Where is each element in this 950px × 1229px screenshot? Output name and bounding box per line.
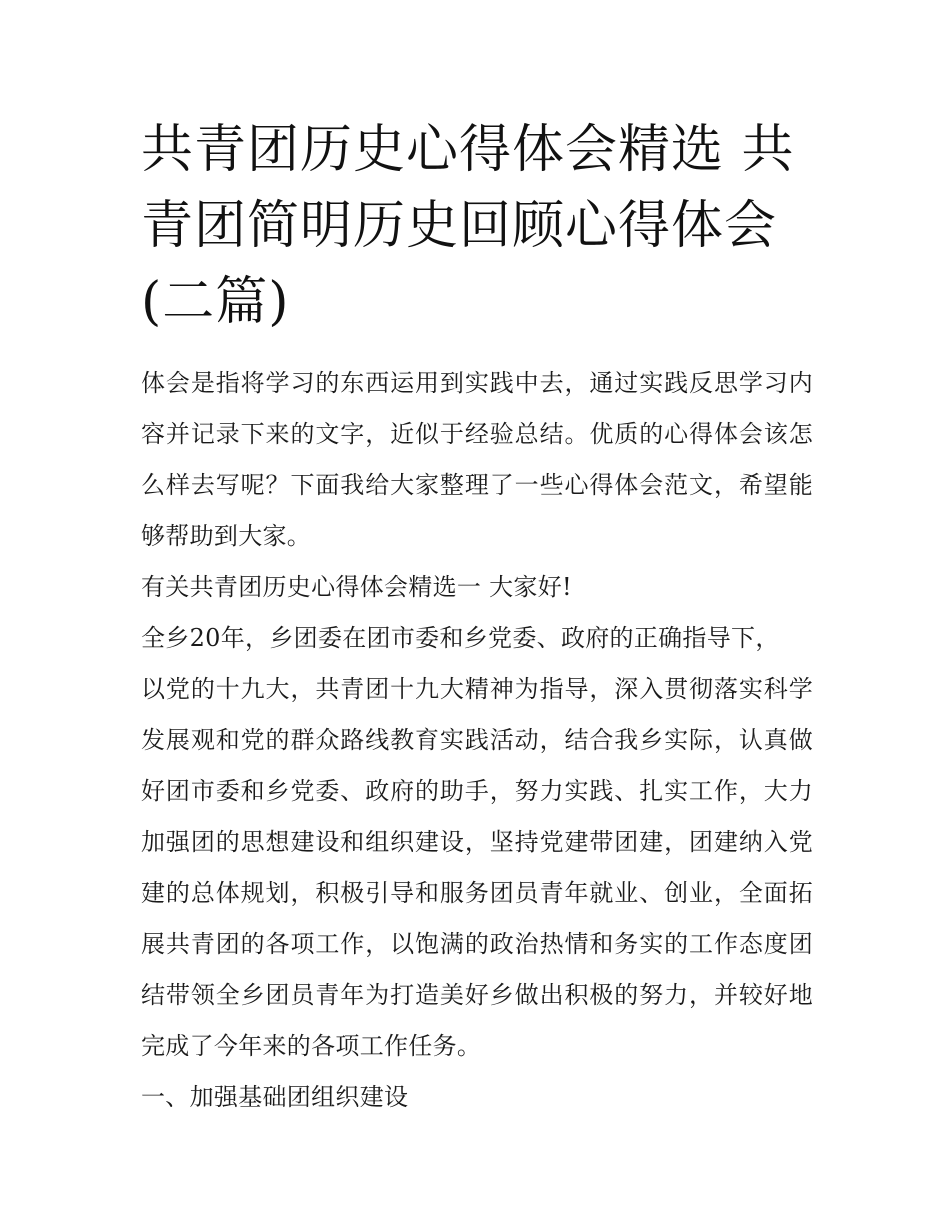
paragraph-first-line: 全乡20年，乡团委在团市委和乡党委、政府的正确指导下， xyxy=(141,624,780,652)
body-paragraph: 以党的十九大，共青团十九大精神为指导，深入贯彻落实科学发展观和党的群众路线教育实践活动，结合我乡实际，认真做好团市委和乡党委、政府的助手，努力实践、扎实工作，大力加强团的思想建设和组织建设，坚持党建带团建，团建纳入党建的总体规划，积极引导和服务团员青年就业、创业，全面拓展共青团的各项工作，以饱满的政治热情和务实的工作态度团结带领全乡团员青年为打造美好乡做出积极的努力，并较好地完成了今年来的各项工作任务。 xyxy=(141,675,813,1060)
document-page xyxy=(141,112,813,1123)
document-title: 共青团历史心得体会精选 共青团简明历史回顾心得体会(二篇) xyxy=(141,120,795,332)
section-heading: 一、加强基础团组织建设 xyxy=(141,1083,409,1111)
section-intro: 有关共青团历史心得体会精选一 大家好! xyxy=(141,573,572,601)
intro-paragraph: 体会是指将学习的东西运用到实践中去，通过实践反思学习内容并记录下来的文字，近似于经验总结。优质的心得体会该怎么样去写呢？下面我给大家整理了一些心得体会范文，希望能够帮助到大家。 xyxy=(141,369,813,550)
document-body xyxy=(141,358,813,1123)
